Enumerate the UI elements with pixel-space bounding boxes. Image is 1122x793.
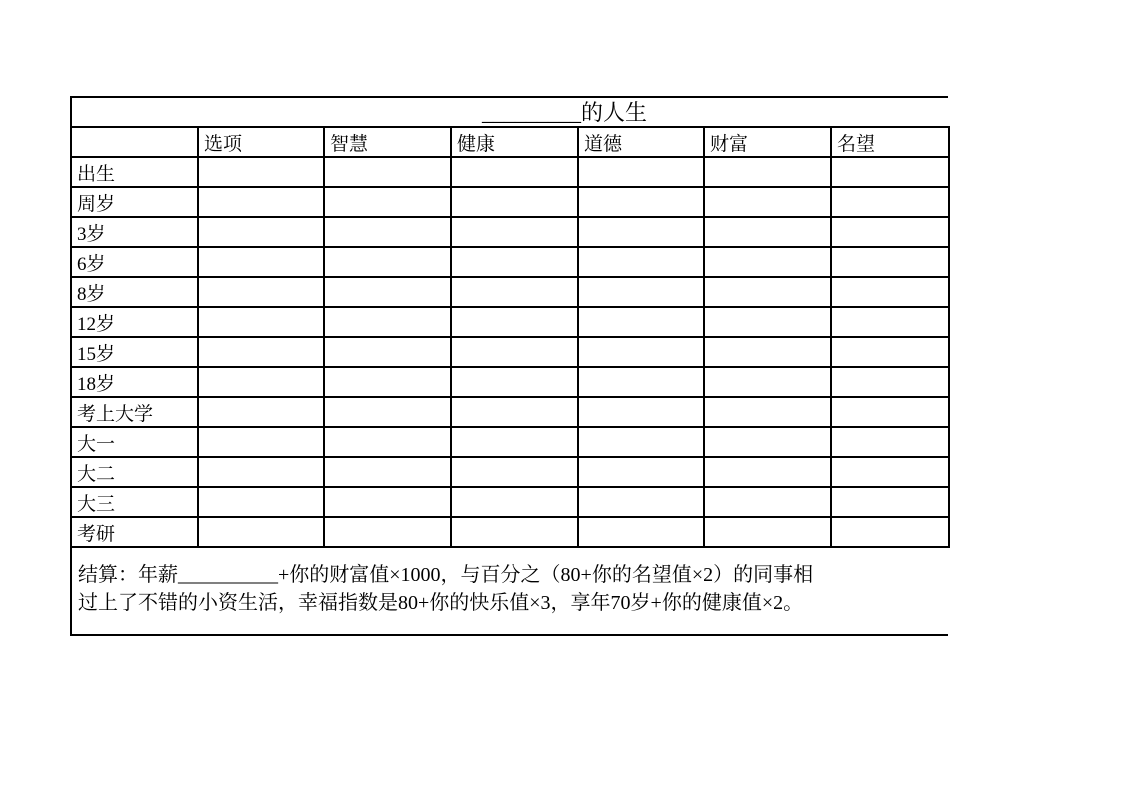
empty-cell [198, 247, 324, 277]
empty-cell [324, 247, 451, 277]
table-row [71, 397, 949, 427]
empty-cell [831, 277, 949, 307]
empty-cell [198, 307, 324, 337]
empty-cell [451, 457, 578, 487]
empty-cell [704, 367, 831, 397]
empty-cell [831, 457, 949, 487]
column-header: 道德 [578, 127, 704, 157]
life-game-table [70, 96, 948, 636]
empty-cell [578, 397, 704, 427]
settlement-line-1: 结算：年薪__________+你的财富值×1000，与百分之（80+你的名望值×2）的同事相 [78, 564, 814, 586]
header-row [71, 127, 949, 157]
column-header: 智慧 [324, 127, 451, 157]
empty-cell [198, 187, 324, 217]
column-header: 选项 [198, 127, 324, 157]
table-row [71, 367, 949, 397]
row-label: 12岁 [71, 307, 198, 337]
empty-cell [451, 217, 578, 247]
empty-cell [451, 427, 578, 457]
empty-cell [451, 307, 578, 337]
empty-cell [578, 217, 704, 247]
empty-cell [198, 457, 324, 487]
row-label: 大一 [71, 427, 198, 457]
row-label: 出生 [71, 157, 198, 187]
empty-cell [831, 247, 949, 277]
table-row [71, 157, 949, 187]
empty-cell [704, 397, 831, 427]
empty-cell [198, 487, 324, 517]
row-label: 8岁 [71, 277, 198, 307]
column-header: 名望 [831, 127, 949, 157]
empty-cell [324, 457, 451, 487]
empty-cell [198, 217, 324, 247]
row-label: 大二 [71, 457, 198, 487]
empty-cell [324, 157, 451, 187]
empty-cell [578, 187, 704, 217]
empty-cell [451, 487, 578, 517]
column-header: 财富 [704, 127, 831, 157]
empty-cell [704, 517, 831, 547]
empty-cell [704, 157, 831, 187]
table-row [71, 307, 949, 337]
row-label: 18岁 [71, 367, 198, 397]
empty-cell [324, 217, 451, 247]
empty-cell [451, 337, 578, 367]
empty-cell [831, 307, 949, 337]
row-label: 周岁 [71, 187, 198, 217]
table-row [71, 337, 949, 367]
row-label: 6岁 [71, 247, 198, 277]
empty-cell [324, 187, 451, 217]
empty-cell [578, 367, 704, 397]
empty-cell [578, 277, 704, 307]
empty-cell [451, 367, 578, 397]
title-suffix: 的人生 [581, 100, 648, 125]
row-label: 大三 [71, 487, 198, 517]
empty-cell [704, 337, 831, 367]
empty-cell [704, 307, 831, 337]
empty-cell [451, 157, 578, 187]
empty-cell [578, 337, 704, 367]
empty-cell [831, 187, 949, 217]
empty-cell [831, 487, 949, 517]
empty-cell [704, 427, 831, 457]
empty-cell [324, 397, 451, 427]
empty-cell [704, 217, 831, 247]
row-label: 考研 [71, 517, 198, 547]
empty-cell [831, 157, 949, 187]
empty-cell [831, 517, 949, 547]
empty-cell [198, 367, 324, 397]
column-header: 健康 [451, 127, 578, 157]
table-row [71, 487, 949, 517]
empty-cell [704, 277, 831, 307]
empty-cell [324, 337, 451, 367]
empty-cell [324, 427, 451, 457]
table-row [71, 217, 949, 247]
corner-header-cell [71, 127, 198, 157]
empty-cell [324, 277, 451, 307]
table-row [71, 187, 949, 217]
empty-cell [578, 457, 704, 487]
table-row [71, 277, 949, 307]
empty-cell [704, 487, 831, 517]
empty-cell [324, 487, 451, 517]
empty-cell [198, 517, 324, 547]
table-row [71, 427, 949, 457]
empty-cell [198, 277, 324, 307]
empty-cell [451, 187, 578, 217]
empty-cell [578, 247, 704, 277]
empty-cell [578, 517, 704, 547]
empty-cell [831, 337, 949, 367]
empty-cell [831, 367, 949, 397]
empty-cell [198, 157, 324, 187]
table-row [71, 517, 949, 547]
stats-grid [70, 126, 950, 548]
empty-cell [198, 337, 324, 367]
empty-cell [704, 457, 831, 487]
row-label: 3岁 [71, 217, 198, 247]
empty-cell [451, 397, 578, 427]
table-row [71, 457, 949, 487]
empty-cell [451, 517, 578, 547]
empty-cell [324, 517, 451, 547]
grid-body [71, 157, 949, 547]
empty-cell [578, 487, 704, 517]
table-row [71, 247, 949, 277]
empty-cell [324, 367, 451, 397]
empty-cell [324, 307, 451, 337]
row-label: 考上大学 [71, 397, 198, 427]
title-blank-underline: _________ [482, 100, 581, 125]
row-label: 15岁 [71, 337, 198, 367]
empty-cell [451, 277, 578, 307]
table-title [482, 100, 647, 126]
empty-cell [451, 247, 578, 277]
table-title-row [70, 96, 948, 126]
settlement-line-2: 过上了不错的小资生活，幸福指数是80+你的快乐值×3，享年70岁+你的健康值×2。 [78, 592, 804, 614]
empty-cell [578, 157, 704, 187]
empty-cell [198, 397, 324, 427]
settlement-note [70, 548, 948, 636]
empty-cell [704, 187, 831, 217]
empty-cell [831, 427, 949, 457]
empty-cell [704, 247, 831, 277]
empty-cell [198, 427, 324, 457]
empty-cell [578, 307, 704, 337]
empty-cell [831, 217, 949, 247]
empty-cell [831, 397, 949, 427]
empty-cell [578, 427, 704, 457]
